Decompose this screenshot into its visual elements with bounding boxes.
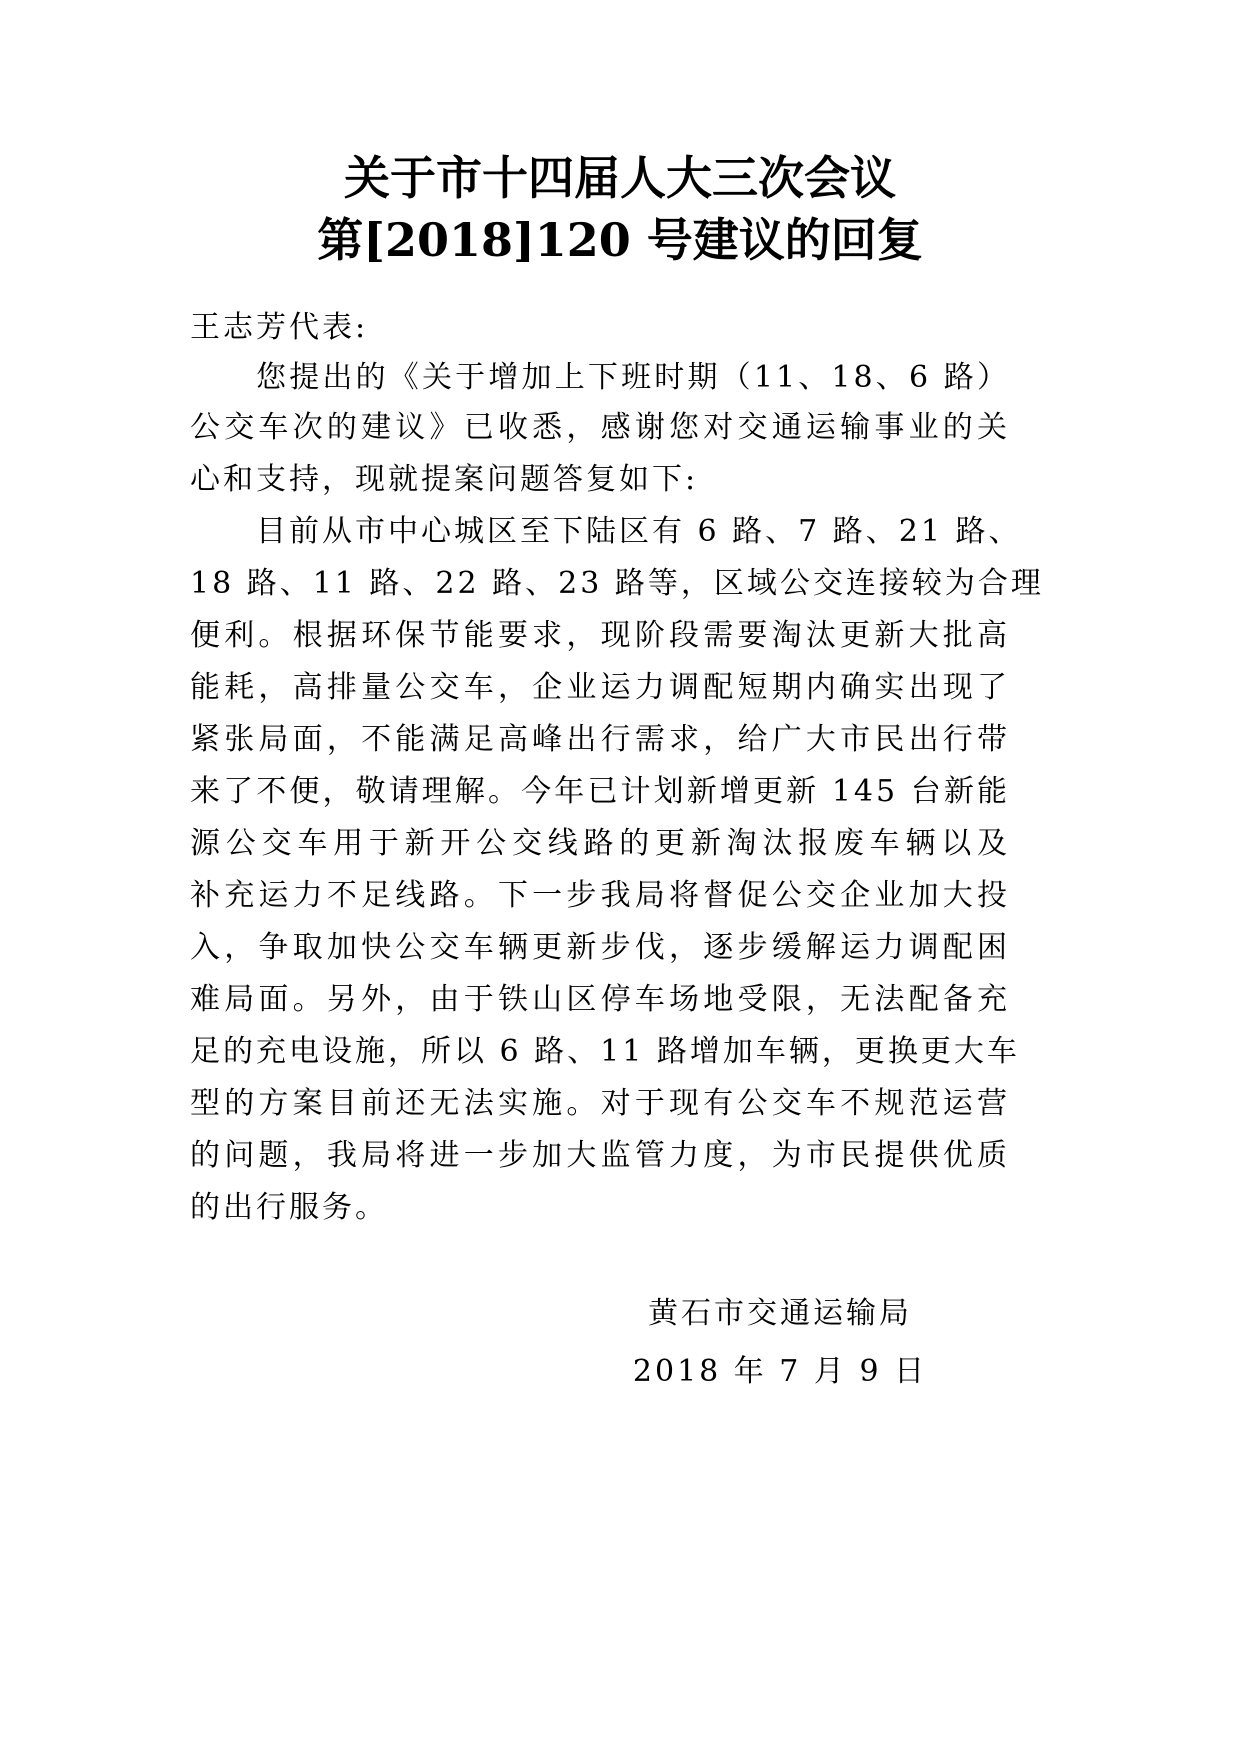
body-line: 的问题，我局将进一步加大监管力度，为市民提供优质 <box>190 1138 1010 1173</box>
body-line: 能耗，高排量公交车，企业运力调配短期内确实出现了 <box>190 670 1010 705</box>
signature-date: 2018 年 7 月 9 日 <box>632 1354 928 1389</box>
document-title-line-2: 第[2018]120 号建议的回复 <box>317 213 923 267</box>
document-title-line-1: 关于市十四届人大三次会议 <box>344 151 896 205</box>
body-line: 入，争取加快公交车辆更新步伐，逐步缓解运力调配困 <box>190 930 1010 965</box>
body-line: 源公交车用于新开公交线路的更新淘汰报废车辆以及 <box>190 826 1010 861</box>
body-line: 公交车次的建议》已收悉，感谢您对交通运输事业的关 <box>190 410 1010 445</box>
body-line: 难局面。另外，由于铁山区停车场地受限，无法配备充 <box>190 982 1010 1017</box>
body-line: 您提出的《关于增加上下班时期（11、18、6 路） <box>256 360 1010 395</box>
body-line: 紧张局面，不能满足高峰出行需求，给广大市民出行带 <box>190 722 1010 757</box>
body-line: 型的方案目前还无法实施。对于现有公交车不规范运营 <box>190 1086 1010 1121</box>
body-line: 来了不便，敬请理解。今年已计划新增更新 145 台新能 <box>190 774 1010 809</box>
body-line: 便利。根据环保节能要求，现阶段需要淘汰更新大批高 <box>190 618 1010 653</box>
body-line: 补充运力不足线路。下一步我局将督促公交企业加大投 <box>190 878 1010 913</box>
body-line: 18 路、11 路、22 路、23 路等，区域公交连接较为合理 <box>190 566 1044 601</box>
body-line: 心和支持，现就提案问题答复如下: <box>190 462 699 497</box>
signature-organization: 黄石市交通运输局 <box>648 1296 912 1331</box>
body-line: 的出行服务。 <box>190 1190 388 1225</box>
salutation: 王志芳代表: <box>190 310 369 345</box>
body-line: 目前从市中心城区至下陆区有 6 路、7 路、21 路、 <box>256 514 1022 549</box>
body-line: 足的充电设施，所以 6 路、11 路增加车辆，更换更大车 <box>190 1034 1020 1069</box>
